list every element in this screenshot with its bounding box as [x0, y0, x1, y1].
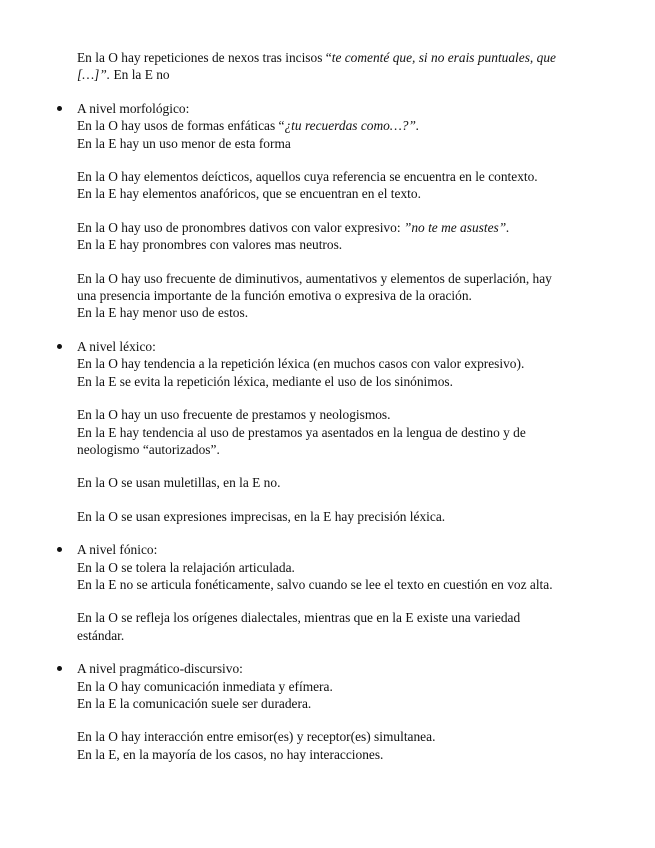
- paragraph: En la O hay comunicación inmediata y efímera. En la E la comunicación suele ser duradera.: [77, 678, 333, 711]
- document-body: [77, 49, 617, 763]
- intro-quote-end: […]”.: [77, 67, 111, 83]
- intro-text: En la O hay repeticiones de nexos tras incisos “: [77, 50, 332, 65]
- intro-quote: te comenté que, si no erais puntuales, que: [331, 50, 556, 65]
- section-lexico: [77, 338, 617, 525]
- bullet-icon: [57, 547, 62, 552]
- intro-paragraph: [77, 49, 617, 84]
- intro-text-end: En la E no: [110, 67, 170, 83]
- example-quote: ”no te me asustes”.: [403, 219, 510, 235]
- paragraph: En la O se refleja los orígenes dialectales, mientras que en la E existe una variedad estándar.: [77, 610, 521, 643]
- paragraph: En la O hay uso de pronombres dativos con valor expresivo: ”no te me asustes”. En la E hay pronombres con valores mas neutros.: [77, 219, 510, 253]
- paragraph: En la O se usan muletillas, en la E no.: [77, 475, 281, 491]
- paragraph: En la O hay uso frecuente de diminutivos, aumentativos y elementos de superlación, hay una presencia importante de la función emotiva o expresiva de la oración. En la E hay menor uso de estos.: [77, 270, 552, 321]
- paragraph: En la O hay tendencia a la repetición léxica (en muchos casos con valor expresivo). En la E se evita la repetición léxica, mediante el uso de los sinónimos.: [77, 356, 525, 389]
- section-heading: A nivel fónico:: [77, 542, 158, 558]
- bullet-icon: [57, 666, 62, 671]
- section-morfologico: [77, 100, 617, 322]
- paragraph: En la O se usan expresiones imprecisas, en la E hay precisión léxica.: [77, 508, 446, 524]
- paragraph: En la O hay un uso frecuente de prestamos y neologismos. En la E hay tendencia al uso de prestamos ya asentados en la lengua de destino y de neologismo “autorizados”.: [77, 407, 526, 457]
- bullet-icon: [57, 106, 62, 111]
- section-pragmatico: [77, 660, 617, 763]
- paragraph: En la O hay usos de formas enfáticas “¿tu recuerdas como…?”. En la E hay un uso menor de esta forma: [77, 118, 420, 151]
- paragraph: En la O hay elementos deícticos, aquellos cuya referencia se encuentra en le contexto. En la E hay elementos anafóricos, que se encuentran en el texto.: [77, 169, 538, 202]
- paragraph: En la O se tolera la relajación articulada. En la E no se articula fonéticamente, salvo cuando se lee el texto en cuestión en voz alta.: [77, 559, 553, 592]
- section-heading: A nivel pragmático-discursivo:: [77, 661, 243, 677]
- paragraph: En la O hay interacción entre emisor(es) y receptor(es) simultanea. En la E, en la mayoría de los casos, no hay interacciones.: [77, 729, 436, 762]
- section-heading: A nivel morfológico:: [77, 100, 190, 116]
- bullet-icon: [57, 344, 62, 349]
- section-fonico: [77, 541, 617, 644]
- section-heading: A nivel léxico:: [77, 338, 156, 354]
- example-quote: ¿tu recuerdas como…?”.: [284, 118, 420, 134]
